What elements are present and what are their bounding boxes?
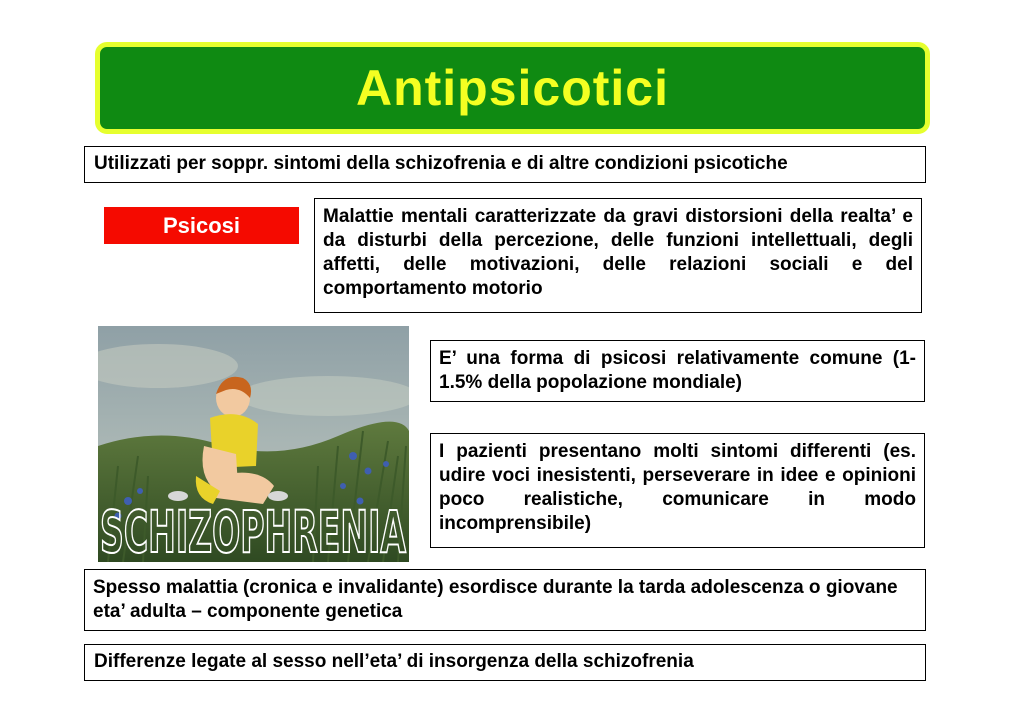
illustration-caption: SCHIZOPHRENIA bbox=[100, 498, 407, 562]
statistic-box: E’ una forma di psicosi relativamente comune (1-1.5% della popolazione mondiale) bbox=[430, 340, 925, 402]
psicosi-label: Psicosi bbox=[104, 207, 299, 244]
slide-title: Antipsicotici bbox=[355, 60, 670, 116]
schizophrenia-illustration bbox=[98, 326, 409, 562]
intro-box: Utilizzati per soppr. sintomi della schizofrenia e di altre condizioni psicotiche bbox=[84, 146, 926, 183]
onset-box: Spesso malattia (cronica e invalidante) esordisce durante la tarda adolescenza o giovane eta’ adulta – componente genetica bbox=[84, 569, 926, 631]
gender-differences-box: Differenze legate al sesso nell’eta’ di insorgenza della schizofrenia bbox=[84, 644, 926, 681]
psicosi-definition-box: Malattie mentali caratterizzate da gravi distorsioni della realta’ e da disturbi della percezione, delle funzioni intellettuali, degli affetti, delle motivazioni, delle relazioni sociali e del comportamento motorio bbox=[314, 198, 922, 313]
title-banner bbox=[95, 42, 930, 134]
symptoms-box: I pazienti presentano molti sintomi differenti (es. udire voci inesistenti, perseverare in idee e opinioni poco realistiche, comunicare in modo incomprensibile) bbox=[430, 433, 925, 548]
